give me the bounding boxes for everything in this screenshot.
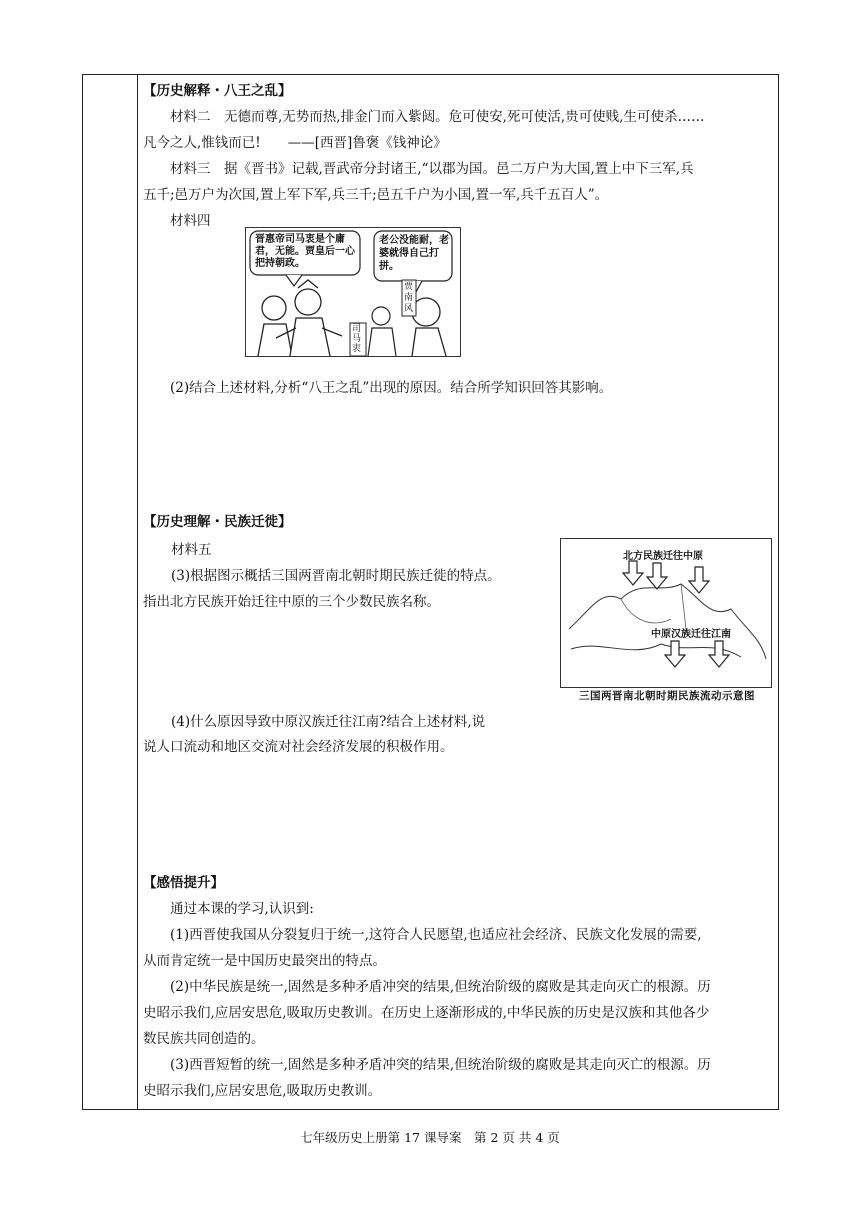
reflection-p3-line2: 史昭示我们,应居安思危,吸取历史教训。 bbox=[143, 1083, 382, 1099]
material-four-label: 材料四 bbox=[170, 213, 211, 229]
section-reflection bbox=[143, 870, 773, 1104]
question-3-line1: (3)根据图示概括三国两晋南北朝时期民族迁徙的特点。 bbox=[171, 568, 501, 584]
cartoon-tag-sima-zhong: 司马衷 bbox=[352, 324, 362, 354]
reflection-p2-line2: 史昭示我们,应居安思危,吸取历史教训。在历史上逐渐形成的,中华民族的历史是汉族和其他各少 bbox=[143, 1005, 710, 1021]
reflection-p2-line3: 数民族共同创造的。 bbox=[143, 1031, 265, 1047]
reflection-p3-line1: (3)西晋短暂的统一,固然是多种矛盾冲突的结果,但统治阶级的腐败是其走向灭亡的根源。历 bbox=[170, 1057, 711, 1073]
question-2: (2)结合上述材料,分析“八王之乱”出现的原因。结合所学知识回答其影响。 bbox=[170, 380, 613, 396]
material-three-line1: 材料三 据《晋书》记载,晋武帝分封诸王,“以郡为国。邑二万户为大国,置上中下三军,兵 bbox=[170, 161, 694, 177]
question-3-line2: 指出北方民族开始迁往中原的三个少数民族名称。 bbox=[143, 594, 440, 610]
map-label-north: 北方民族迁往中原 bbox=[623, 551, 703, 562]
section-heading-eight-kings: 【历史解释・八王之乱】 bbox=[143, 83, 292, 99]
reflection-p2-line1: (2)中华民族是统一,固然是多种矛盾冲突的结果,但统治阶级的腐败是其走向灭亡的根源。历 bbox=[170, 979, 711, 995]
question-4-line2: 说人口流动和地区交流对社会经济发展的积极作用。 bbox=[143, 739, 454, 755]
section-eight-kings bbox=[143, 78, 773, 234]
cartoon-bubble-right: 老公没能耐，老婆就得自己打拼。 bbox=[379, 235, 449, 272]
reflection-p1-line2: 从而肯定统一是中国历史最突出的特点。 bbox=[143, 953, 386, 969]
material-two-line2: 凡今之人,惟钱而已! ——[西晋]鲁褒《钱神论》 bbox=[143, 135, 447, 151]
cartoon-tag-jia-nanfeng: 贾南风 bbox=[404, 282, 414, 314]
map-caption: 三国两晋南北朝时期民族流动示意图 bbox=[579, 690, 755, 702]
migration-map bbox=[560, 538, 772, 688]
cartoon-illustration bbox=[245, 227, 461, 357]
material-two-line1: 材料二 无德而尊,无势而热,排金门而入紫闼。危可使安,死可使活,贵可使贱,生可使杀…… bbox=[170, 109, 705, 125]
cartoon-bubble-left: 晋惠帝司马衷是个庸君，无能。贾皇后一心把持朝政。 bbox=[255, 234, 355, 269]
section-heading-reflection: 【感悟提升】 bbox=[143, 875, 224, 891]
material-five-label: 材料五 bbox=[171, 542, 212, 558]
map-label-south: 中原汉族迁往江南 bbox=[651, 629, 731, 640]
page-footer: 七年级历史上册第 17 课导案 第 2 页 共 4 页 bbox=[300, 1130, 560, 1145]
question-4-line1: (4)什么原因导致中原汉族迁往江南?结合上述材料,说 bbox=[171, 714, 486, 730]
section-heading-migration: 【历史理解・民族迁徙】 bbox=[143, 514, 292, 530]
reflection-intro: 通过本课的学习,认识到: bbox=[170, 901, 314, 917]
table-column-divider bbox=[137, 74, 138, 1110]
material-three-line2: 五千;邑万户为次国,置上军下军,兵三千;邑五千户为小国,置一军,兵千五百人”。 bbox=[143, 187, 609, 203]
reflection-p1-line1: (1)西晋使我国从分裂复归于统一,这符合人民愿望,也适应社会经济、民族文化发展的需要, bbox=[170, 927, 702, 943]
